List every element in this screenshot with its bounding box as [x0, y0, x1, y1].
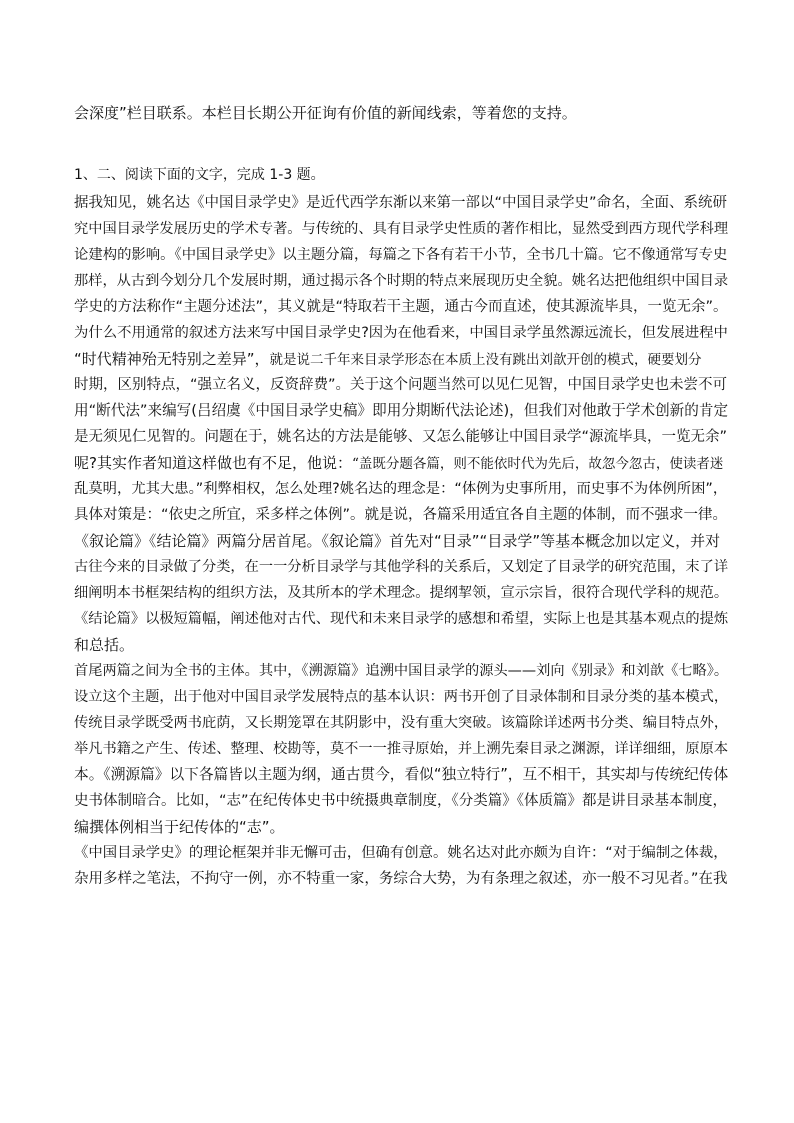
- passage-line: 细阐明本书框架结构的组织方法，及其所本的学术理念。提纲挈领，宣示宗旨，很符合现代学科的规范。: [74, 585, 729, 601]
- passage-line: 究中国目录学发展历史的学术专著。与传统的、具有目录学史性质的著作相比，显然受到西方现代学科理: [74, 221, 729, 237]
- passage-line: 为什么不用通常的叙述方法来写中国目录学史?因为在他看来，中国目录学虽然源远流长，但发展进程中: [74, 325, 728, 341]
- passage-line: 首尾两篇之间为全书的主体。其中，《溯源篇》追溯中国目录学的源头——刘向《别录》和刘歆《七略》。: [74, 663, 729, 679]
- passage-line: 《叙论篇》《结论篇》两篇分居首尾。《叙论篇》首先对“目录”“目录学”等基本概念加以定义，并对: [74, 532, 721, 550]
- passage-line: 编撰体例相当于纪传体的“志”。: [74, 818, 285, 836]
- passage-line: 举凡书籍之产生、传述、整理、校勘等，莫不一一推寻原始，并上溯先秦目录之渊源，详详细细，原原本: [74, 741, 729, 757]
- passage-line: 《结论篇》以极短篇幅，阐述他对古代、现代和未来目录学的感想和希望，实际上也是其基本观点的提炼: [74, 611, 729, 627]
- passage-line: 时期，区别特点，“强立名义，反资辞费”。关于这个问题当然可以见仁见智，中国目录学史也未尝不可: [74, 377, 728, 393]
- passage-line: 《中国目录学史》的理论框架并非无懈可击，但确有创意。姚名达对此亦颇为自许：“对于编制之体裁，: [74, 845, 728, 861]
- passage-line: 古往今来的目录做了分类，在一一分析目录学与其他学科的关系后，又划定了目录学的研究范围，末了详: [74, 559, 729, 575]
- passage-line: 具体对策是：“依史之所宜，采多样之体例”。就是说，各篇采用适宜各自主题的体制，而不强求一律。: [74, 507, 728, 523]
- passage-text: 就是说二千年来目录学形态在本质上没有跳出刘歆开创的模式，硬要划分: [269, 352, 702, 368]
- passage-text: 呢?其实作者知道这样做也有不足，他说：: [74, 454, 352, 472]
- passage-quote: “时代精神殆无特别之差异”，: [74, 350, 270, 368]
- passage-line: 本。《溯源篇》以下各篇皆以主题为纲，通古贯今，看似“独立特行”，互不相干，其实却与传统纪传体: [74, 766, 729, 783]
- passage-line: 杂用多样之笔法，不拘守一例，亦不特重一家，务综合大势，为有条理之叙述，亦一般不习见者。”在我: [74, 871, 728, 887]
- intro-line: 会深度”栏目联系。本栏目长期公开征询有价值的新闻线索，等着您的支持。: [74, 104, 577, 122]
- passage-line: 据我知见，姚名达《中国目录学史》是近代西学东渐以来第一部以“中国目录学史”命名，全面、系统研: [74, 195, 728, 211]
- question-heading: 1、二、阅读下面的文字，完成 1-3 题。: [74, 167, 325, 183]
- passage-line: 用“断代法”来编写(吕绍虞《中国目录学史稿》即用分期断代法论述)，但我们对他敢于学术创新的肯定: [74, 402, 729, 419]
- passage-line: 是无须见仁见智的。问题在于，姚名达的方法是能够、又怎么能够让中国目录学“源流毕具，一览无余”: [74, 429, 728, 445]
- passage-line: 论建构的影响。《中国目录学史》以主题分篇，每篇之下各有若干小节，全书几十篇。它不像通常写专史: [74, 247, 728, 263]
- passage-line: [74, 453, 723, 474]
- passage-quote: “盖既分题各篇，则不能依时代为先后，故忽今忽古，使读者迷: [351, 456, 724, 472]
- passage-line: 乱莫明，尤其大患。”利弊相权，怎么处理?姚名达的理念是：“体例为史事所用，而史事不为体例所困”，: [74, 481, 728, 497]
- passage-line: 学史的方法称作“主题分述法”，其义就是“特取若干主题，通古今而直述，使其源流毕具，一览无余”。: [74, 299, 728, 315]
- passage-line: [74, 349, 702, 370]
- passage-line: 传统目录学既受两书庇荫，又长期笼罩在其阴影中，没有重大突破。该篇除详述两书分类、编目特点外，: [74, 715, 729, 731]
- passage-line: 那样，从古到今划分几个发展时期，通过揭示各个时期的特点来展现历史全貌。姚名达把他组织中国目录: [74, 273, 729, 289]
- passage-line: 和总括。: [74, 636, 135, 654]
- passage-line: 史书体制暗合。比如，“志”在纪传体史书中统摄典章制度，《分类篇》《体质篇》都是讲目录基本制度，: [74, 793, 728, 809]
- passage-line: 设立这个主题，出于他对中国目录学发展特点的基本认识：两书开创了目录体制和目录分类的基本模式，: [74, 689, 729, 705]
